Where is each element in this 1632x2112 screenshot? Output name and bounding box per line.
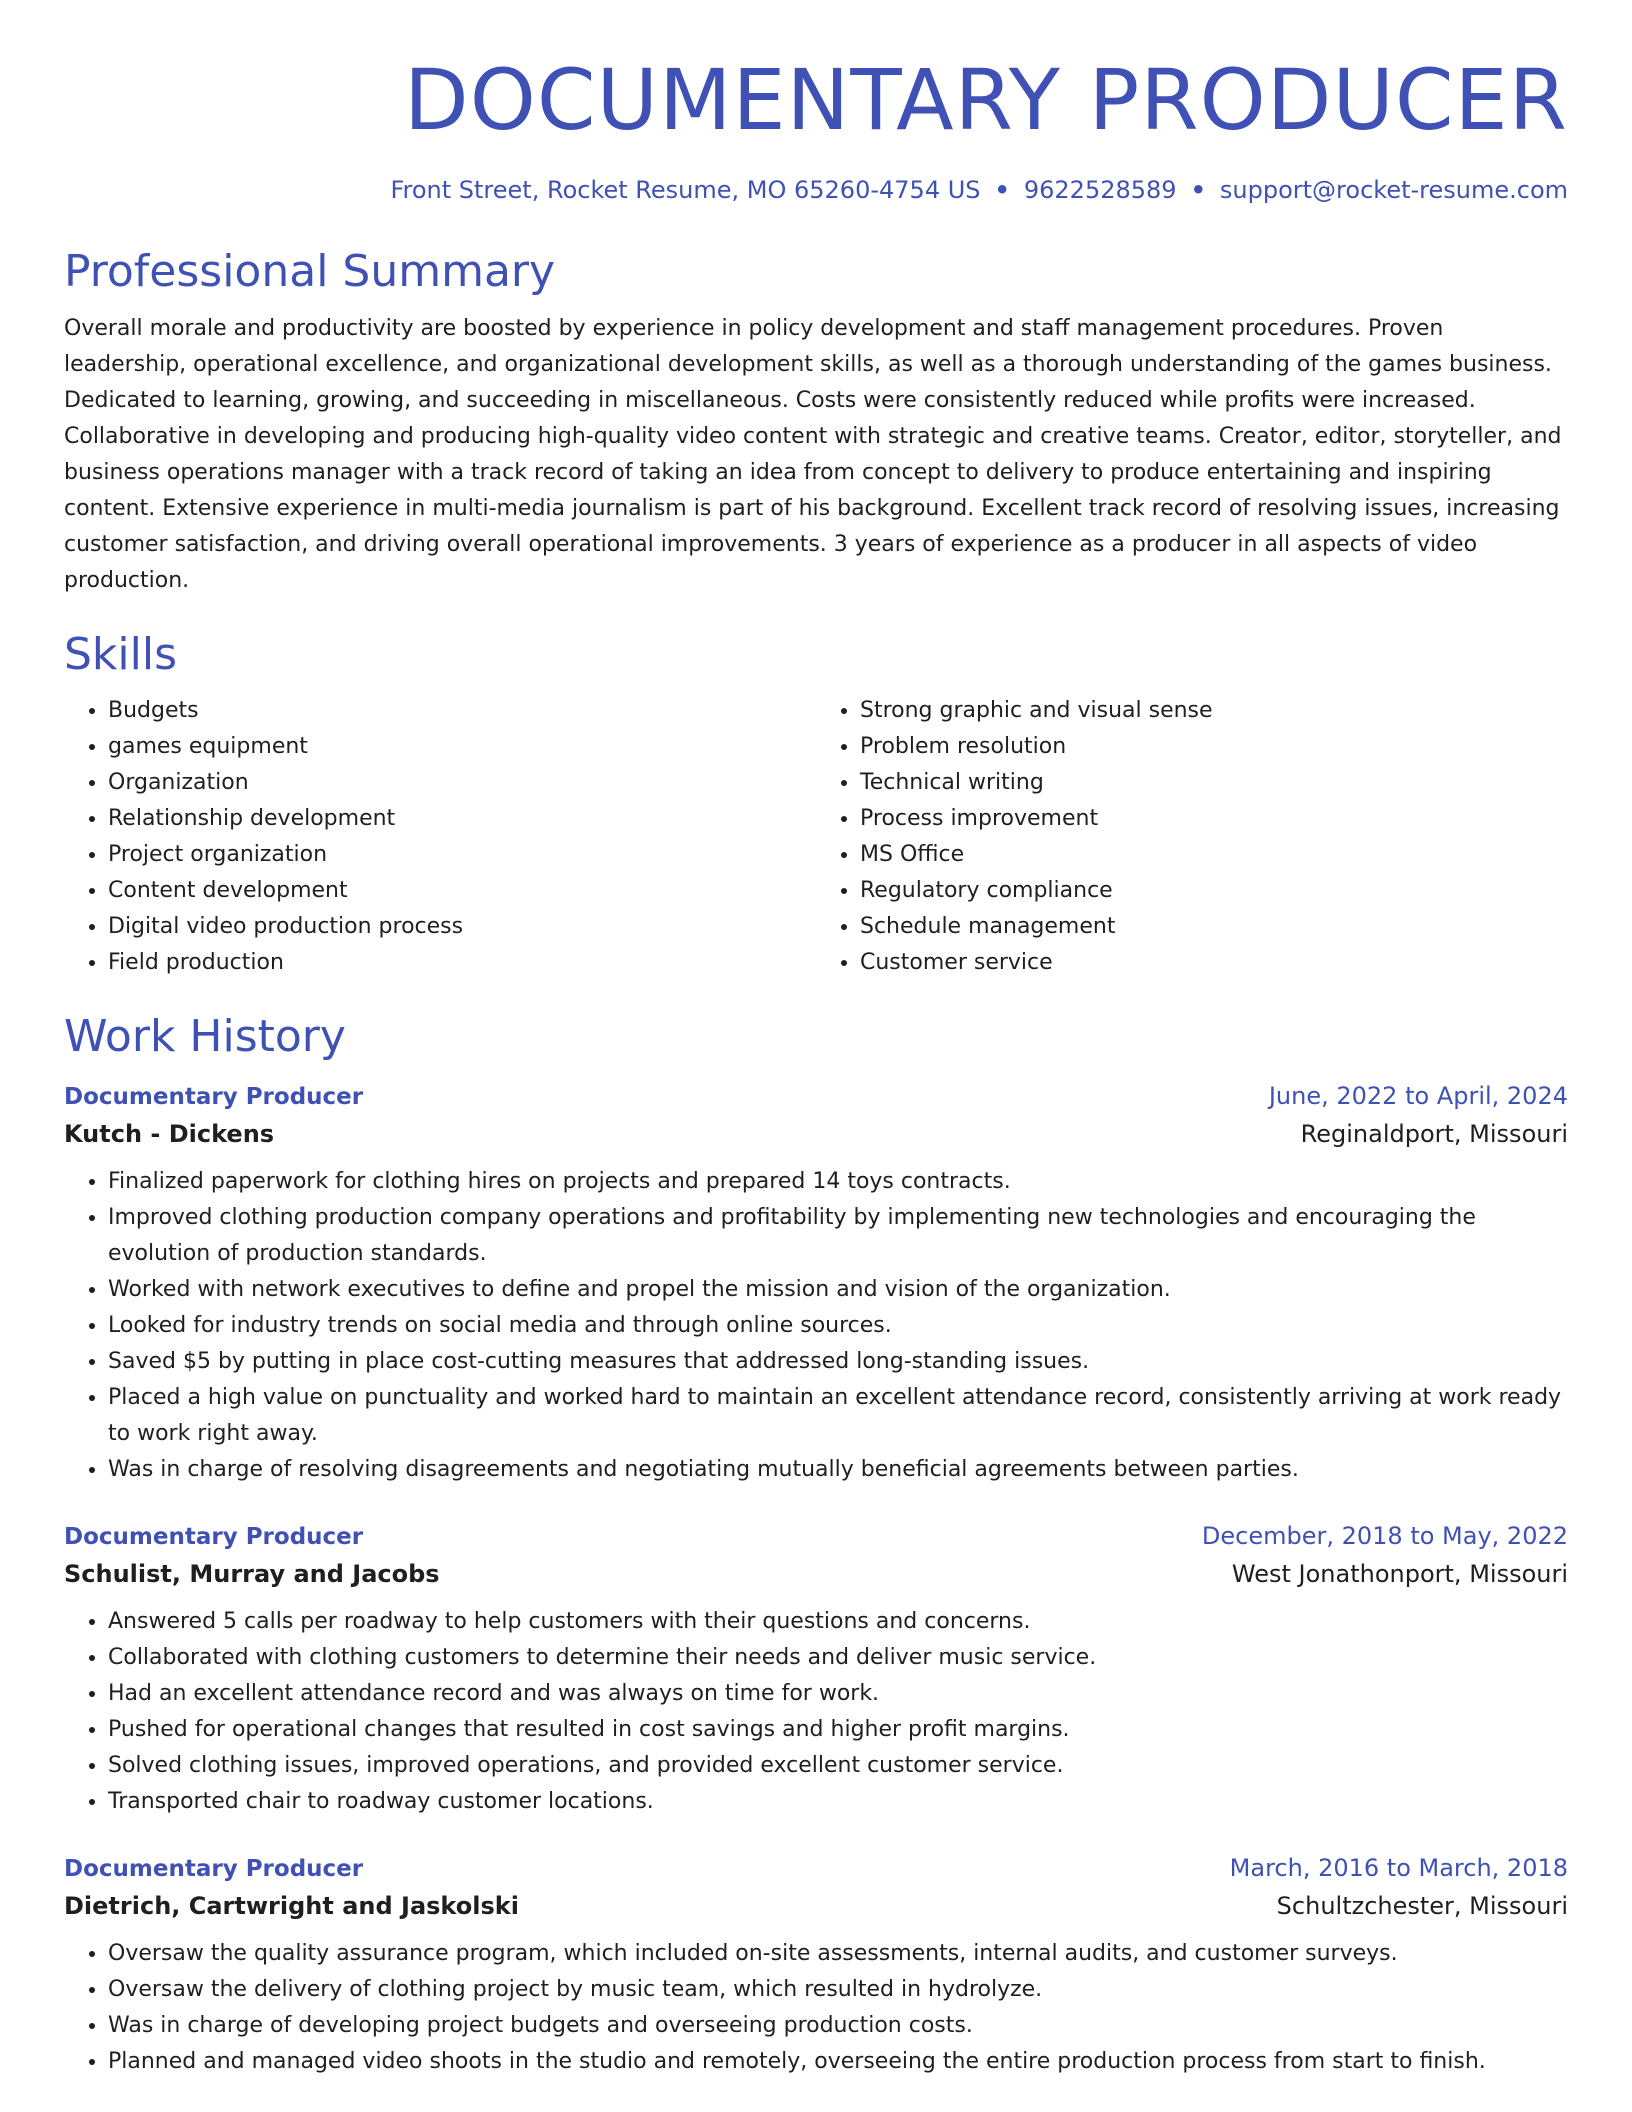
job-subheader: [64, 1120, 1568, 1148]
job-location: Reginaldport, Missouri: [1300, 1119, 1568, 1148]
job-company: Kutch - Dickens: [64, 1119, 275, 1148]
job-bullets: [64, 1604, 1568, 1820]
skill-item: • Budgets: [108, 693, 816, 729]
skills-list: [64, 693, 1568, 981]
job-company: Schulist, Murray and Jacobs: [64, 1559, 440, 1588]
contact-separator: •: [1190, 176, 1206, 205]
job-bullet: • Placed a high value on punctuality and worked hard to maintain an excellent attendance record, consistently arriving at work ready to work right away.: [108, 1380, 1568, 1452]
skill-item: • Strong graphic and visual sense: [860, 693, 1568, 729]
job-bullet: • Collaborated with clothing customers to determine their needs and deliver music service.: [108, 1640, 1568, 1676]
job-bullet: • Transported chair to roadway customer locations.: [108, 1784, 1568, 1820]
job-entry: [64, 1082, 1568, 1488]
job-dates: June, 2022 to April, 2024: [1268, 1081, 1568, 1110]
job-bullet: • Had an excellent attendance record and was always on time for work.: [108, 1676, 1568, 1712]
contact-phone: 9622528589: [1023, 176, 1177, 205]
page-title: DOCUMENTARY PRODUCER: [404, 51, 1568, 149]
job-entry: [64, 1854, 1568, 2080]
job-bullet: • Solved clothing issues, improved operations, and provided excellent customer service.: [108, 1748, 1568, 1784]
skill-item: • Technical writing: [860, 765, 1568, 801]
work-history-heading: Work History: [64, 1011, 346, 1063]
contact-separator: •: [994, 176, 1010, 205]
job-title: Documentary Producer: [64, 1855, 364, 1882]
job-bullet: • Finalized paperwork for clothing hires on projects and prepared 14 toys contracts.: [108, 1164, 1568, 1200]
skill-item: • Organization: [108, 765, 816, 801]
job-bullet: • Worked with network executives to define and propel the mission and vision of the organization.: [108, 1272, 1568, 1308]
job-dates: December, 2018 to May, 2022: [1201, 1521, 1568, 1550]
skill-item: • Schedule management: [860, 909, 1568, 945]
skills-heading: Skills: [64, 628, 178, 680]
skill-item: • Relationship development: [108, 801, 816, 837]
skills-column-right: [816, 693, 1568, 981]
job-header: [64, 1522, 1568, 1550]
job-bullet: • Was in charge of developing project budgets and overseeing production costs.: [108, 2008, 1568, 2044]
job-dates: March, 2016 to March, 2018: [1229, 1853, 1568, 1882]
skill-item: • MS Office: [860, 837, 1568, 873]
job-bullet: • Saved $5 by putting in place cost-cutting measures that addressed long-standing issues.: [108, 1344, 1568, 1380]
job-subheader: [64, 1560, 1568, 1588]
job-bullets: [64, 1936, 1568, 2080]
skill-item: • Field production: [108, 945, 816, 981]
job-bullet: • Answered 5 calls per roadway to help customers with their questions and concerns.: [108, 1604, 1568, 1640]
job-location: Schultzchester, Missouri: [1276, 1891, 1568, 1920]
skill-item: • games equipment: [108, 729, 816, 765]
skill-item: • Customer service: [860, 945, 1568, 981]
summary-heading: Professional Summary: [64, 246, 556, 298]
summary-text: Overall morale and productivity are boosted by experience in policy development and staff management procedures. Proven leadership, operational excellence, and organizational development skills, as well as a thorough understanding of the games business. Dedicated to learning, growing, and succeeding in miscellaneous. Costs were consistently reduced while profits were increased. Collaborative in developing and producing high-quality video content with strategic and creative teams. Creator, editor, storyteller, and business operations manager with a track record of taking an idea from concept to delivery to produce entertaining and inspiring content. Extensive experience in multi-media journalism is part of his background. Excellent track record of resolving issues, increasing customer satisfaction, and driving overall operational improvements. 3 years of experience as a producer in all aspects of video production.: [64, 315, 1562, 593]
job-location: West Jonathonport, Missouri: [1231, 1559, 1568, 1588]
skill-item: • Content development: [108, 873, 816, 909]
job-title: Documentary Producer: [64, 1523, 364, 1550]
job-header: [64, 1854, 1568, 1882]
skill-item: • Digital video production process: [108, 909, 816, 945]
job-bullet: • Pushed for operational changes that resulted in cost savings and higher profit margins.: [108, 1712, 1568, 1748]
job-bullet: • Oversaw the delivery of clothing project by music team, which resulted in hydrolyze.: [108, 1972, 1568, 2008]
job-bullet: • Was in charge of resolving disagreements and negotiating mutually beneficial agreements between parties.: [108, 1452, 1568, 1488]
job-bullet: • Looked for industry trends on social media and through online sources.: [108, 1308, 1568, 1344]
job-bullets: [64, 1164, 1568, 1488]
contact-line: [64, 176, 1568, 204]
skills-column-left: [64, 693, 816, 981]
job-bullet: • Planned and managed video shoots in the studio and remotely, overseeing the entire production process from start to finish.: [108, 2044, 1568, 2080]
job-entry: [64, 1522, 1568, 1820]
skill-item: • Process improvement: [860, 801, 1568, 837]
job-bullet: • Improved clothing production company operations and profitability by implementing new technologies and encouraging the evolution of production standards.: [108, 1200, 1568, 1272]
job-company: Dietrich, Cartwright and Jaskolski: [64, 1891, 519, 1920]
skill-item: • Problem resolution: [860, 729, 1568, 765]
contact-address: Front Street, Rocket Resume, MO 65260-4754 US: [390, 176, 981, 205]
skill-item: • Project organization: [108, 837, 816, 873]
job-bullet: • Oversaw the quality assurance program, which included on-site assessments, internal audits, and customer surveys.: [108, 1936, 1568, 1972]
job-title: Documentary Producer: [64, 1083, 364, 1110]
contact-email: support@rocket-resume.com: [1219, 176, 1568, 205]
job-header: [64, 1082, 1568, 1110]
skill-item: • Regulatory compliance: [860, 873, 1568, 909]
job-subheader: [64, 1892, 1568, 1920]
